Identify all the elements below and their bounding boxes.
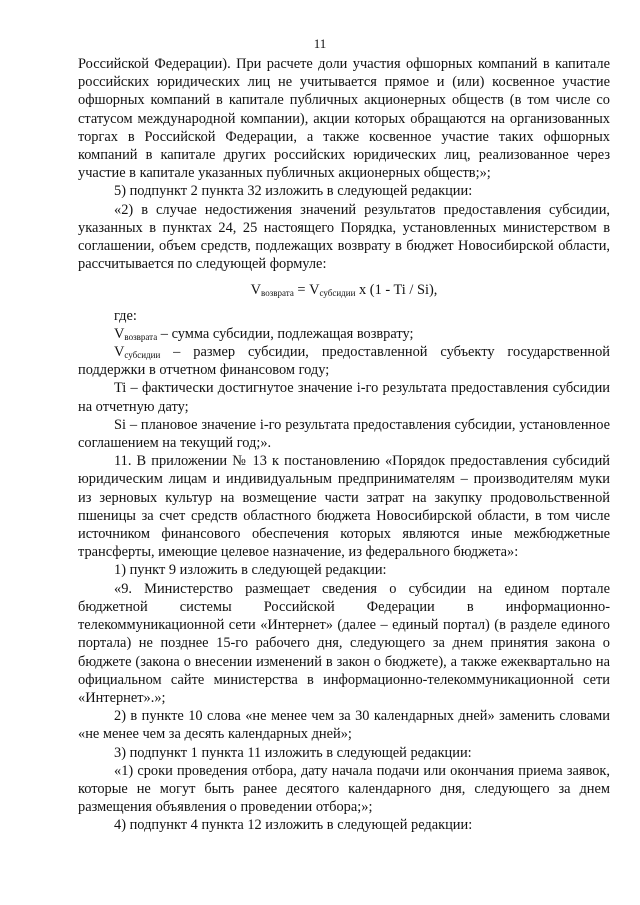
- formula-v1: V: [250, 282, 262, 299]
- formula-sub1: возврата: [261, 288, 294, 299]
- definition-v-subsidy: [78, 343, 610, 379]
- def2-sub: субсидии: [124, 350, 161, 361]
- paragraph-item-2: 2) в пункте 10 слова «не менее чем за 30 календарных дней» заменить словами «не менее чем за десять календарных дней»;: [78, 708, 610, 743]
- formula-eq: = V: [293, 282, 320, 299]
- formula: [78, 281, 610, 299]
- formula-rest: x (1 - Ti / Si),: [355, 282, 438, 299]
- def2-text: – размер субсидии, предоставленной субъекту государственной поддержки в отчетном финансовом году;: [78, 344, 610, 379]
- where-label: где:: [114, 307, 137, 324]
- def1-sub: возврата: [124, 331, 158, 342]
- paragraph-item-3: 3) подпункт 1 пункта 11 изложить в следующей редакции:: [114, 744, 472, 761]
- paragraph-3: «2) в случае недостижения значений результатов предоставления субсидии, указанных в пунктах 24, 25 настоящего Порядка, установленных министерством в соглашении, объем средств, подлежащих возврату в бюджет Новосибирской области, рассчитывается по следующей формуле:: [78, 201, 610, 273]
- def1-var: V: [114, 325, 125, 342]
- paragraph-11: 11. В приложении № 13 к постановлению «Порядок предоставления субсидий юридическим лицам и индивидуальным предпринимателям – производителям муки из зерновых культур на возмещение части затрат на закупку продовольственной пшеницы за счет средств областного бюджета Новосибирской области, в том числе источником финансового обеспечения которых являются иные межбюджетные трансферты, имеющие целевое назначение, из федерального бюджета»:: [78, 453, 610, 561]
- formula-sub2: субсидии: [319, 288, 356, 299]
- paragraph-item-9: «9. Министерство размещает сведения о субсидии на едином портале бюджетной системы Российской Федерации в информационно-телекоммуникационной сети «Интернет» (далее – единый портал) (в разделе единого портала) не позднее 15-го рабочего дня, следующего за днем принятия закона о бюджете (закона о внесении изменений в закон о бюджете), а также ежеквартально на официальном сайте министерства в информационно-телекоммуникационной сети «Интернет».»;: [78, 580, 610, 706]
- paragraph-1: Российской Федерации). При расчете доли участия офшорных компаний в капитале российских юридических лиц не учитывается прямое и (или) косвенное участие офшорных компаний в капитале публичных акционерных обществ (в том числе со статусом международной компании), акции которых обращаются на организованных торгах в Российской Федерации, а также косвенное участие таких офшорных компаний в капитале других российских юридических лиц, реализованное через участие в капитале указанных публичных акционерных обществ;»;: [78, 56, 610, 182]
- definition-ti: Ti – фактически достигнутое значение i-го результата предоставления субсидии на отчетную дату;: [78, 380, 610, 415]
- page-number: 11: [313, 36, 327, 51]
- paragraph-item-1: 1) пункт 9 изложить в следующей редакции:: [114, 562, 387, 579]
- def2-var: V: [114, 344, 125, 361]
- definition-v-return: [78, 325, 610, 343]
- document-body: [78, 55, 610, 835]
- definition-si: Si – плановое значение i-го результата предоставления субсидии, установленное соглашением на текущий год;».: [78, 416, 610, 452]
- paragraph-item-4: 4) подпункт 4 пункта 12 изложить в следующей редакции:: [114, 817, 473, 834]
- paragraph-subitem-1: «1) сроки проведения отбора, дату начала подачи или окончания приема заявок, которые не могут быть ранее десятого календарного дня, следующего за днем размещения объявления о проведении отбора;»;: [78, 762, 610, 816]
- paragraph-2: 5) подпункт 2 пункта 32 изложить в следующей редакции:: [114, 183, 473, 200]
- def1-text: – сумма субсидии, подлежащая возврату;: [157, 325, 414, 342]
